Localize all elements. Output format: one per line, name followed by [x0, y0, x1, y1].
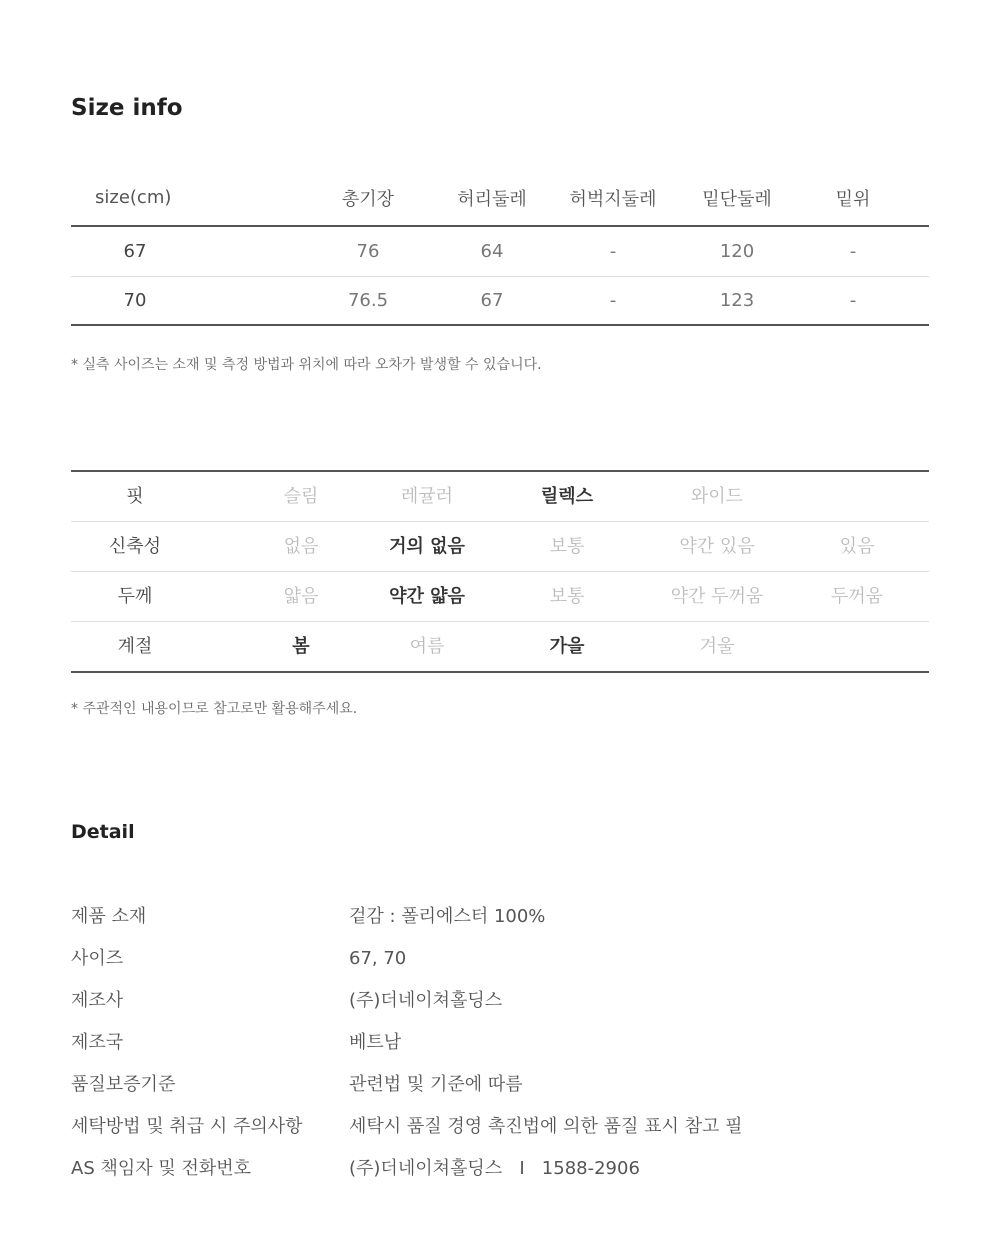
- fit-row-stretch: [71, 522, 929, 572]
- detail-key: 제조국: [71, 1032, 124, 1053]
- header-thigh: 허벅지둘레: [569, 188, 657, 210]
- fit-row-label: 두께: [117, 586, 153, 607]
- fit-note: * 주관적인 내용이므로 참고로만 활용해주세요.: [71, 701, 358, 717]
- detail-key: 세탁방법 및 취급 시 주의사항: [71, 1116, 303, 1137]
- detail-value: (주)더네이쳐홀딩스: [349, 990, 503, 1011]
- rise-value: -: [849, 241, 857, 262]
- detail-value: 베트남: [349, 1032, 402, 1053]
- fit-row-season: [71, 622, 929, 671]
- fit-option: 슬림: [283, 486, 319, 507]
- header-hem: 밑단둘레: [702, 188, 772, 210]
- detail-row-as-contact: [71, 1148, 929, 1190]
- detail-row-warranty: [71, 1064, 929, 1106]
- detail-title: Detail: [71, 821, 135, 843]
- rise-value: -: [849, 290, 857, 311]
- detail-row-material: [71, 896, 929, 938]
- table-row: [71, 227, 929, 277]
- fit-option: 여름: [409, 636, 445, 657]
- total-length-value: 76: [356, 241, 380, 262]
- detail-value: (주)더네이쳐홀딩스 I 1588-2906: [349, 1158, 640, 1179]
- fit-option: 약간 있음: [679, 536, 755, 557]
- fit-row-thickness: [71, 572, 929, 622]
- fit-option-selected: 약간 얇음: [389, 586, 465, 607]
- detail-key: AS 책임자 및 전화번호: [71, 1158, 252, 1179]
- detail-row-manufacturer: [71, 980, 929, 1022]
- fit-option-selected: 봄: [292, 636, 310, 657]
- detail-value: 세탁시 품질 경영 촉진법에 의한 품질 표시 참고 필: [349, 1116, 743, 1137]
- fit-row-label: 계절: [117, 636, 153, 657]
- fit-option: 겨울: [699, 636, 735, 657]
- size-note: * 실측 사이즈는 소재 및 측정 방법과 위치에 따라 오차가 발생할 수 있습니다.: [71, 357, 542, 373]
- detail-row-country: [71, 1022, 929, 1064]
- size-info-title: Size info: [71, 95, 183, 121]
- detail-row-care: [71, 1106, 929, 1148]
- fit-row-label: 핏: [126, 486, 144, 507]
- waist-value: 64: [480, 241, 504, 262]
- size-value: 67: [123, 241, 147, 262]
- detail-row-size: [71, 938, 929, 980]
- fit-option-selected: 가을: [549, 636, 585, 657]
- size-table-header: [71, 170, 929, 227]
- detail-key: 품질보증기준: [71, 1074, 176, 1095]
- detail-value: 겉감 : 폴리에스터 100%: [349, 906, 546, 927]
- fit-option: 얇음: [283, 586, 319, 607]
- header-rise: 밑위: [835, 188, 871, 210]
- table-row: [71, 277, 929, 326]
- detail-value: 67, 70: [349, 948, 407, 969]
- header-total-length: 총기장: [341, 188, 395, 210]
- fit-option: 있음: [839, 536, 875, 557]
- fit-option-selected: 릴렉스: [540, 486, 594, 507]
- waist-value: 67: [480, 290, 504, 311]
- detail-key: 사이즈: [71, 948, 124, 969]
- detail-list: [71, 896, 929, 1190]
- fit-row-label: 신축성: [108, 536, 162, 557]
- fit-option: 와이드: [690, 486, 744, 507]
- fit-row-fit: [71, 472, 929, 522]
- header-waist: 허리둘레: [457, 188, 527, 210]
- size-value: 70: [123, 290, 147, 311]
- hem-value: 120: [719, 241, 755, 262]
- thigh-value: -: [609, 290, 617, 311]
- fit-table: [71, 470, 929, 673]
- detail-key: 제조사: [71, 990, 124, 1011]
- hem-value: 123: [719, 290, 755, 311]
- fit-option: 두꺼움: [830, 586, 884, 607]
- header-size: size(cm): [95, 187, 172, 208]
- total-length-value: 76.5: [347, 290, 389, 311]
- fit-option: 보통: [549, 536, 585, 557]
- fit-option-selected: 거의 없음: [389, 536, 465, 557]
- detail-key: 제품 소재: [71, 906, 147, 927]
- fit-option: 보통: [549, 586, 585, 607]
- fit-option: 없음: [283, 536, 319, 557]
- size-table: [71, 170, 929, 326]
- fit-option: 레귤러: [400, 486, 454, 507]
- fit-option: 약간 두꺼움: [670, 586, 764, 607]
- detail-value: 관련법 및 기준에 따름: [349, 1074, 523, 1095]
- thigh-value: -: [609, 241, 617, 262]
